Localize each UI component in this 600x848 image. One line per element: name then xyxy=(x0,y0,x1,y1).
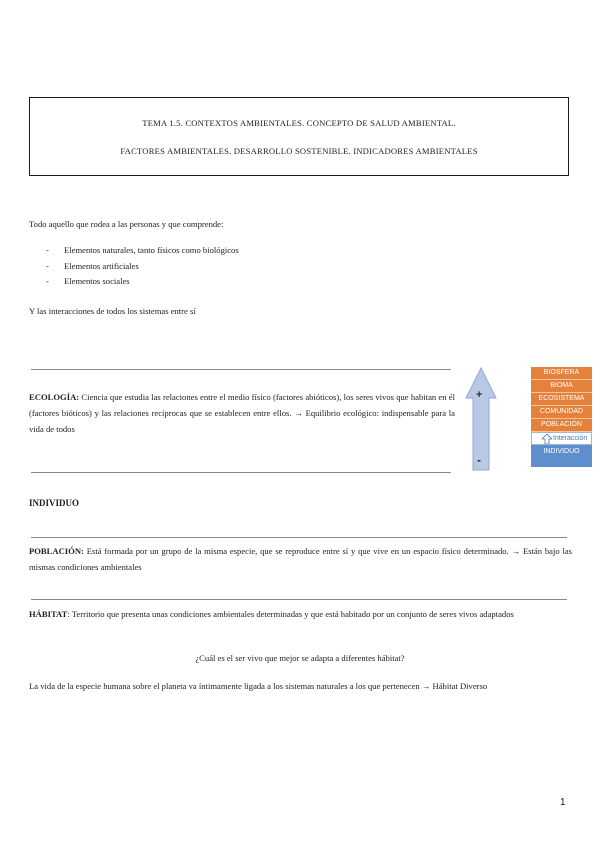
level-poblacion: POBLACIÓN xyxy=(531,419,592,432)
list-item xyxy=(46,261,239,277)
bullet-marker: - xyxy=(46,276,49,286)
closing-text: La vida de la especie humana sobre el planeta va íntimamente ligada a los sistemas naturales a los que pertenecen → Hábitat Diverso xyxy=(29,681,488,691)
intro-text: Todo aquello que rodea a las personas y que comprende: xyxy=(29,219,224,229)
divider xyxy=(31,599,567,600)
ecologia-definition: Ciencia que estudia las relaciones entre el medio físico (factores abióticos), los seres vivos que habitan en él (factores bióticos) y las relaciones recíprocas que se establecen entre ellos. → Equilibrio ecológico: indispensable para la vida de todos xyxy=(29,392,455,434)
habitat-term: HÁBITAT xyxy=(29,609,68,619)
ecologia-paragraph xyxy=(29,389,455,437)
bullet-marker: - xyxy=(46,260,49,271)
title-line-1: TEMA 1.5. CONTEXTOS AMBIENTALES. CONCEPTO DE SALUD AMBIENTAL. xyxy=(142,118,456,128)
minus-sign: - xyxy=(477,453,481,467)
bullet-text: Elementos artificiales xyxy=(64,260,139,271)
poblacion-term: POBLACIÓN: xyxy=(29,546,84,556)
interactions-text: Y las interacciones de todos los sistemas entre sí xyxy=(29,306,196,316)
individuo-heading: INDIVIDUO xyxy=(29,498,80,508)
level-comunidad: COMUNIDAD xyxy=(531,406,592,419)
divider xyxy=(31,537,567,538)
bullet-list xyxy=(46,245,239,292)
habitat-definition: : Territorio que presenta unas condiciones ambientales determinadas y que está habitado por un conjunto de seres vivos adaptados xyxy=(67,609,514,619)
list-item xyxy=(46,245,239,261)
ecologia-term: ECOLOGÍA: xyxy=(29,392,80,402)
level-bioma: BIOMA xyxy=(531,380,592,393)
divider xyxy=(31,472,451,473)
interaction-label: Interacción xyxy=(553,435,588,442)
interaction-box xyxy=(531,432,592,445)
plus-sign: + xyxy=(476,389,483,401)
list-item xyxy=(46,276,239,292)
poblacion-paragraph xyxy=(29,543,572,575)
bullet-text: Elementos sociales xyxy=(64,276,130,286)
bullet-text: Elementos naturales, tanto físicos como biológicos xyxy=(64,245,239,255)
up-arrow-outline-icon xyxy=(542,434,552,444)
divider xyxy=(31,369,451,370)
scale-arrow xyxy=(465,367,497,471)
up-arrow-icon xyxy=(466,368,496,470)
title-line-2: FACTORES AMBIENTALES. DESARROLLO SOSTENIBLE. INDICADORES AMBIENTALES xyxy=(120,146,478,156)
level-biosfera: BIOSFERA xyxy=(531,367,592,380)
level-individuo: INDIVIDUO xyxy=(531,445,592,467)
level-ecosistema: ECOSISTEMA xyxy=(531,393,592,406)
poblacion-definition: Está formada por un grupo de la misma especie, que se reproduce entre sí y que vive en un espacio físico determinado. → Están bajo las mismas condiciones ambientales xyxy=(29,546,572,572)
question-text: ¿Cuál es el ser vivo que mejor se adapta a diferentes hábitat? xyxy=(195,653,405,663)
page-number: 1 xyxy=(560,797,566,808)
title-box xyxy=(29,97,569,176)
bullet-marker: - xyxy=(46,245,49,255)
habitat-paragraph xyxy=(29,606,572,622)
